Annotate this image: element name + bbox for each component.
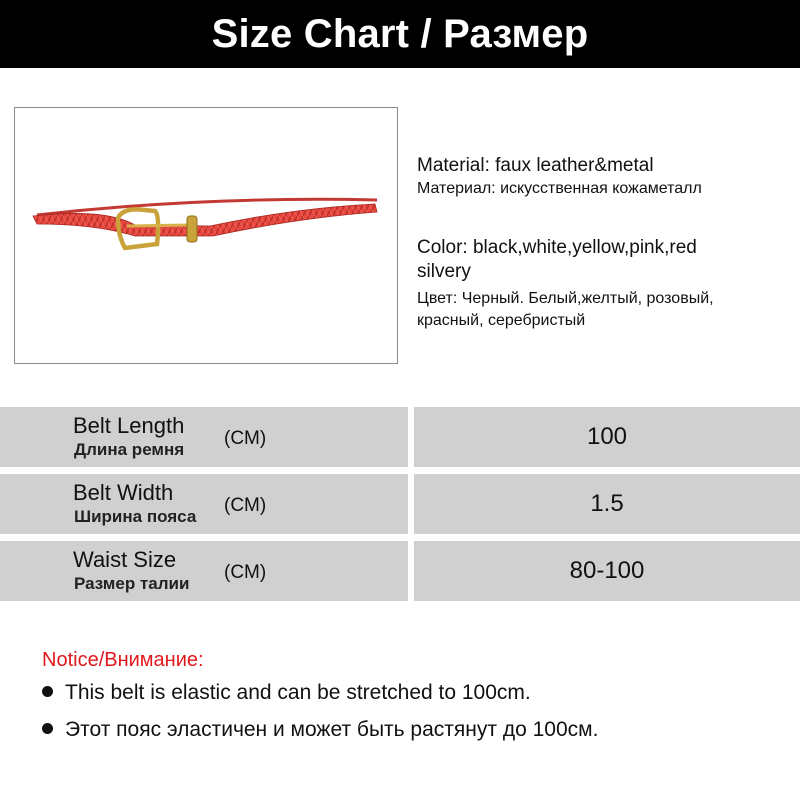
- label-unit: (CM): [224, 428, 267, 449]
- row-value-cell: 100: [414, 407, 800, 467]
- color-en-line1: Color: black,white,yellow,pink,red: [417, 237, 697, 258]
- label-ru: Размер талии: [74, 574, 190, 593]
- label-ru: Ширина пояса: [74, 507, 197, 526]
- notice-bullet: [42, 681, 531, 705]
- label-unit: (CM): [224, 495, 267, 516]
- label-en: Belt Length: [73, 413, 185, 438]
- row-value-cell: 1.5: [414, 474, 800, 534]
- color-en-line2: silvery: [417, 261, 471, 282]
- notice-text: Этот пояс эластичен и может быть растянут до 100см.: [65, 718, 599, 741]
- color-info: [417, 236, 797, 332]
- product-photo: [14, 107, 398, 364]
- material-info: [417, 154, 797, 200]
- row-value-cell: 80-100: [414, 541, 800, 601]
- row-label-cell: [0, 407, 408, 467]
- label-en: Waist Size: [73, 547, 177, 572]
- belt-image: [15, 108, 397, 363]
- page-header: [0, 0, 800, 68]
- table-row: [0, 474, 800, 534]
- color-ru-line1: Цвет: Черный. Белый,желтый, розовый,: [417, 290, 714, 307]
- notice-text: This belt is elastic and can be stretched to 100cm.: [65, 681, 531, 704]
- bullet-dot-icon: [42, 686, 53, 697]
- label-ru: Длина ремня: [74, 440, 185, 459]
- label-en: Belt Width: [73, 480, 174, 505]
- label-unit: (CM): [224, 562, 267, 583]
- color-ru-line2: красный, серебристый: [417, 312, 586, 329]
- page-title: Size Chart / Размер: [211, 11, 589, 56]
- material-en: Material: faux leather&metal: [417, 155, 654, 176]
- material-ru: Материал: искусственная кожаметалл: [417, 180, 702, 197]
- row-label-cell: [0, 541, 408, 601]
- notice-title: Notice/Внимание:: [42, 649, 204, 671]
- notice-bullet: [42, 718, 598, 742]
- row-label-cell: [0, 474, 408, 534]
- table-row: [0, 541, 800, 601]
- bullet-dot-icon: [42, 723, 53, 734]
- table-row: [0, 407, 800, 467]
